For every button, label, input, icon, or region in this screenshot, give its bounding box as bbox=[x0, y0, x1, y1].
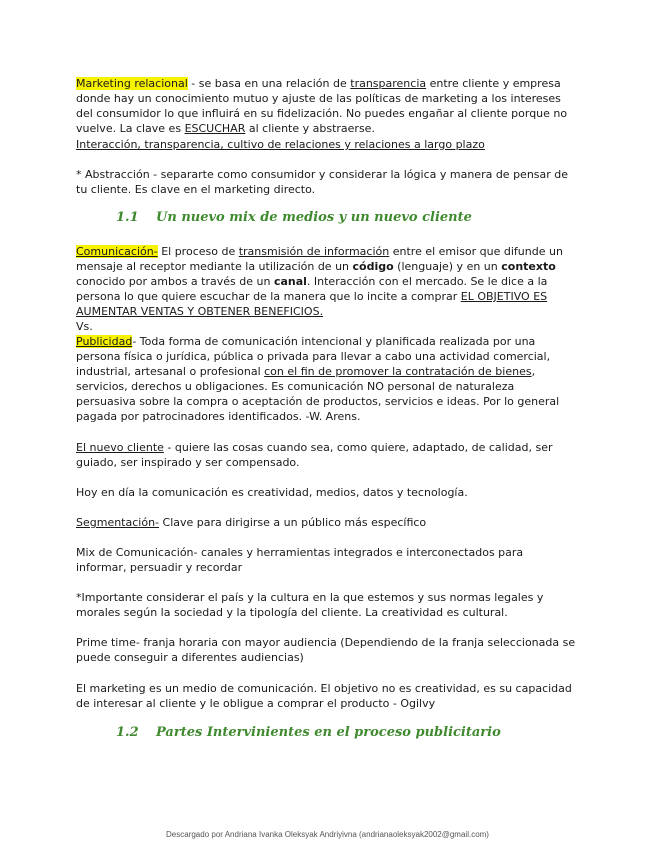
paragraph-segmentacion bbox=[76, 515, 576, 530]
heading-text: Partes Intervinientes en el proceso publicitario bbox=[156, 725, 501, 740]
text-fragment: (lenguaje) y en un bbox=[393, 260, 502, 273]
text-fragment: al cliente y abstraerse. bbox=[245, 122, 375, 135]
bold-contexto: contexto bbox=[501, 260, 556, 273]
paragraph-abstraccion: * Abstracción - separarte como consumidor y considerar la lógica y manera de pensar de tu cliente. Es clave en el marketing directo. bbox=[76, 168, 569, 196]
heading-number: 1.1 bbox=[116, 210, 139, 225]
text-fragment: entre cliente y empresa donde hay un conocimiento mutuo y ajuste de las políticas de marketing a los intereses del consumidor lo que influirá en su fidelización. No puedes engañar al cliente porque no vuelve. La clave es bbox=[76, 77, 568, 135]
section-heading-1-2 bbox=[116, 725, 501, 740]
underlined-fin: con el fin de promover la contratación de bienes bbox=[264, 365, 532, 378]
term-marketing-relacional: Marketing relacional bbox=[76, 77, 188, 90]
heading-text: Un nuevo mix de medios y un nuevo cliente bbox=[156, 210, 472, 225]
text-fragment: . Interacción con el mercado. Se le dice a la persona lo que quiere escuchar de la manera que lo incite a comprar bbox=[76, 275, 548, 303]
heading-number: 1.2 bbox=[116, 725, 139, 740]
underlined-nuevo-cliente: El nuevo cliente bbox=[76, 441, 164, 454]
underlined-transparencia: transparencia bbox=[350, 77, 427, 90]
underlined-summary: Interacción, transparencia, cultivo de relaciones y relaciones a largo plazo bbox=[76, 138, 485, 151]
paragraph-mix: Mix de Comunicación- canales y herramientas integrados e interconectados para informar, persuadir y recordar bbox=[76, 546, 524, 574]
bold-canal: canal bbox=[273, 275, 307, 288]
paragraph-marketing-relacional bbox=[76, 76, 576, 136]
text-fragment: , servicios, derechos u obligaciones. Es comunicación NO personal de naturaleza persuasiva sobre la compra o aceptación de productos, servicios e ideas. Por lo general pagada por patrocinadores identificados. -W. Arens. bbox=[76, 365, 560, 423]
paragraph-publicidad bbox=[76, 334, 576, 424]
paragraph-importante: *Importante considerar el país y la cultura en la que estemos y sus normas legales y morales según la sociedad y la tipología del cliente. La creatividad es cultural. bbox=[76, 591, 544, 619]
paragraph-ogilvy: El marketing es un medio de comunicación. El objetivo no es creatividad, es su capacidad de interesar al cliente y le obligue a comprar el producto - Ogilvy bbox=[76, 682, 572, 710]
summary-line bbox=[76, 137, 576, 152]
term-comunicacion: Comunicación- bbox=[76, 245, 158, 258]
versus-label: Vs. bbox=[76, 320, 93, 333]
underlined-segmentacion: Segmentación- bbox=[76, 516, 160, 529]
paragraph-comunicacion bbox=[76, 244, 576, 334]
paragraph-nuevo-cliente bbox=[76, 440, 576, 470]
text-fragment: conocido por ambos a través de un bbox=[76, 275, 274, 288]
underlined-escuchar: ESCUCHAR bbox=[184, 122, 246, 135]
underlined-transmision: transmisión de información bbox=[238, 245, 390, 258]
paragraph-prime-time: Prime time- franja horaria con mayor audiencia (Dependiendo de la franja seleccionada se puede conseguir a diferentes audiencias) bbox=[76, 636, 576, 664]
text-fragment: Clave para dirigirse a un público más específico bbox=[159, 516, 427, 529]
text-fragment: - Toda forma de comunicación intencional y planificada realizada por una persona física o jurídica, pública o privada para llevar a cabo una actividad comercial, industrial, artesanal o profesional bbox=[76, 335, 551, 378]
download-footer: Descargado por Andriana Ivanka Oleksyak Andriyivna (andrianaoleksyak2002@gmail.com) bbox=[166, 830, 489, 839]
text-fragment: - se basa en una relación de bbox=[187, 77, 351, 90]
section-heading-1-1 bbox=[116, 210, 472, 225]
paragraph-hoy: Hoy en día la comunicación es creatividad, medios, datos y tecnología. bbox=[76, 486, 468, 499]
text-fragment: - quiere las cosas cuando sea, como quiere, adaptado, de calidad, ser guiado, ser inspirado y ser compensado. bbox=[76, 441, 553, 469]
underlined-objetivo: EL OBJETIVO ES AUMENTAR VENTAS Y OBTENER BENEFICIOS. bbox=[76, 290, 548, 318]
text-fragment: entre el emisor que difunde un mensaje al receptor mediante la utilización de un bbox=[76, 245, 563, 273]
text-fragment: El proceso de bbox=[157, 245, 239, 258]
bold-codigo: código bbox=[352, 260, 394, 273]
term-publicidad: Publicidad bbox=[76, 335, 133, 348]
